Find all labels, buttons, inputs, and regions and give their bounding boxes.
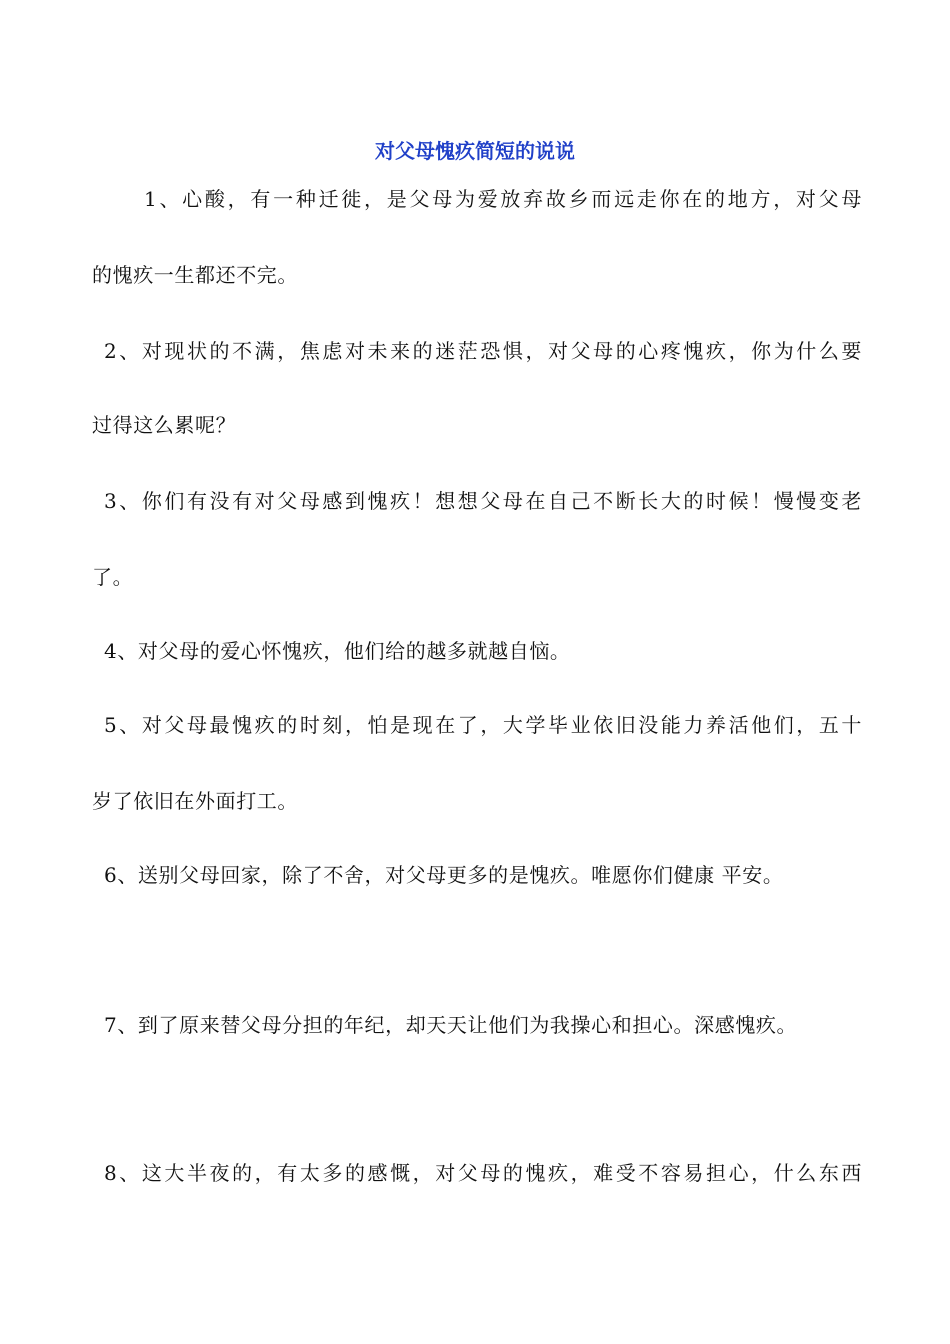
item-1-line-1: 1、心酸，有一种迁徙，是父母为爱放弃故乡而远走你在的地方，对父母 xyxy=(144,187,862,211)
item-2-line-2: 过得这么累呢？ xyxy=(92,413,237,437)
document-title: 对父母愧疚简短的说说 xyxy=(375,139,575,163)
item-5-line-1: 5、对父母最愧疚的时刻，怕是现在了，大学毕业依旧没能力养活他们，五十 xyxy=(104,713,862,737)
item-4-line-1: 4、对父母的爱心怀愧疚，他们给的越多就越自恼。 xyxy=(104,639,571,663)
item-7-line-1: 7、到了原来替父母分担的年纪，却天天让他们为我操心和担心。深感愧疚。 xyxy=(104,1013,798,1037)
item-5-line-2: 岁了依旧在外面打工。 xyxy=(92,789,298,813)
item-2-line-1: 2、对现状的不满，焦虑对未来的迷茫恐惧，对父母的心疼愧疚，你为什么要 xyxy=(104,339,862,363)
item-3-line-1: 3、你们有没有对父母感到愧疚！想想父母在自己不断长大的时候！慢慢变老 xyxy=(104,489,862,513)
item-3-line-2: 了。 xyxy=(92,565,134,589)
item-6-line-1: 6、送别父母回家，除了不舍，对父母更多的是愧疚。唯愿你们健康 平安。 xyxy=(104,863,784,887)
item-1-line-2: 的愧疚一生都还不完。 xyxy=(92,263,298,287)
item-8-line-1: 8、这大半夜的，有太多的感慨，对父母的愧疚，难受不容易担心，什么东西 xyxy=(104,1161,862,1185)
